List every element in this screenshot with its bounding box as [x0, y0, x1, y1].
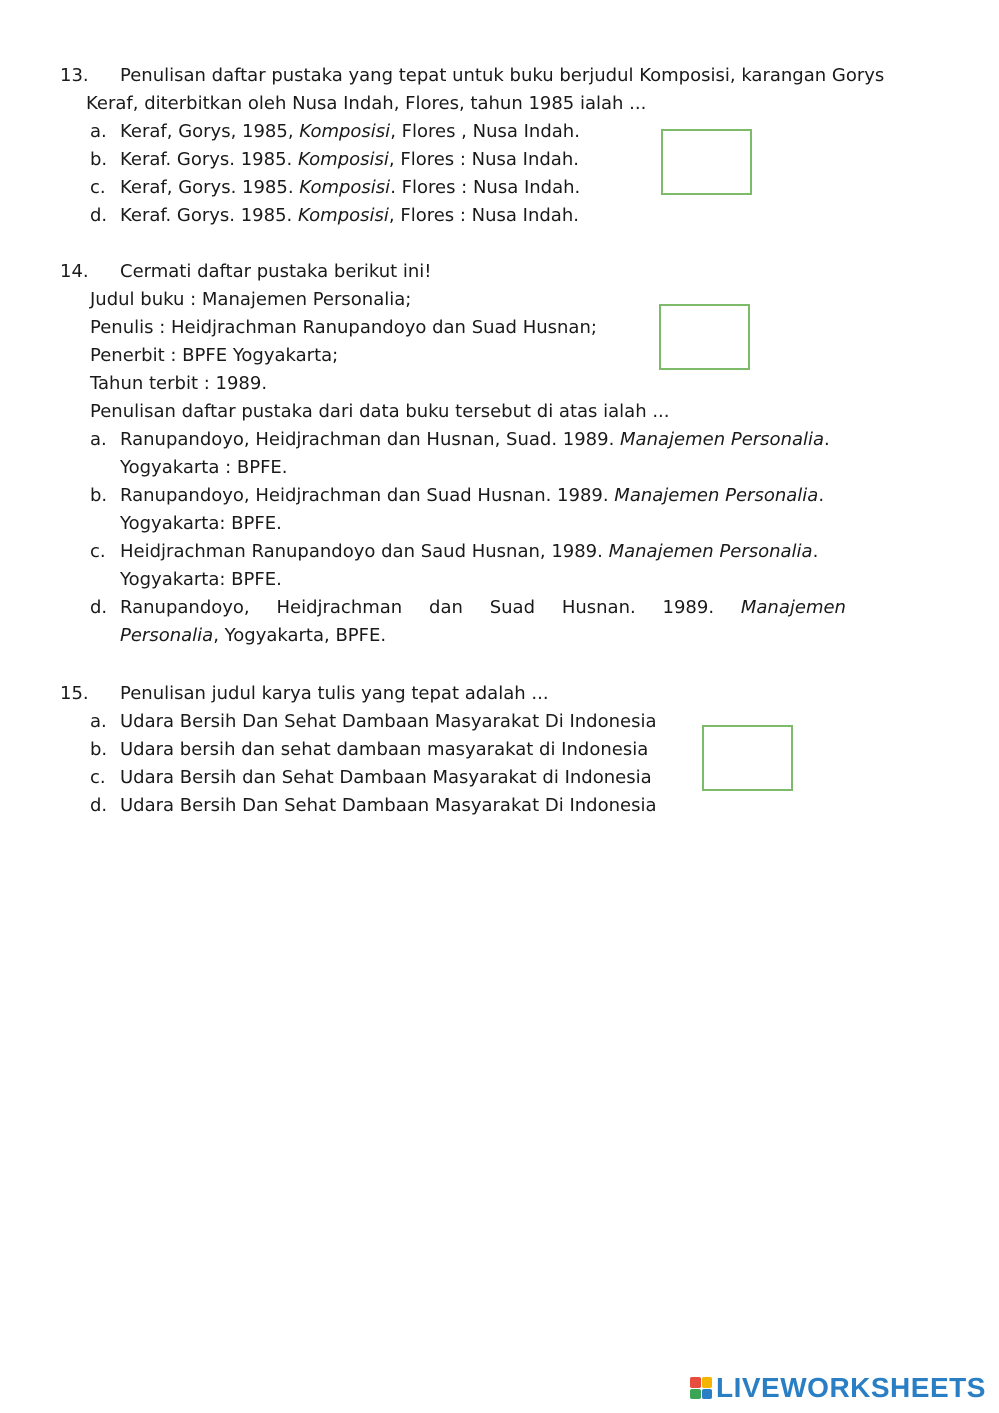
q14-answer-box[interactable] [659, 304, 750, 370]
q15-answer-box[interactable] [702, 725, 793, 791]
option-text: Udara bersih dan sehat dambaan masyarakat di Indonesia [120, 739, 649, 760]
q13-option-d [90, 202, 579, 230]
option-text: Ranupandoyo, Heidjrachman dan Husnan, Suad. 1989. [120, 429, 621, 450]
q15-option-c [90, 764, 652, 792]
q14-question: Penulisan daftar pustaka dari data buku tersebut di atas ialah ... [90, 401, 670, 422]
option-text: , Yogyakarta, BPFE. [213, 625, 387, 646]
logo-mark-icon [690, 1377, 712, 1399]
option-letter: c. [90, 177, 106, 198]
option-title: Manajemen Personalia [608, 541, 813, 562]
question-14-stem: Cermati daftar pustaka berikut ini! [120, 261, 432, 282]
option-title: Komposisi [299, 121, 391, 142]
q13-answer-box[interactable] [661, 129, 752, 195]
question-14-number: 14. [60, 261, 89, 282]
q14-data-publisher: Penerbit : BPFE Yogyakarta; [90, 345, 339, 366]
q14-data-year: Tahun terbit : 1989. [90, 373, 268, 394]
option-title: Manajemen Personalia [620, 429, 825, 450]
option-letter: c. [90, 767, 106, 788]
question-13-stem-line1: Penulisan daftar pustaka yang tepat untuk buku berjudul Komposisi, karangan Gorys [120, 65, 885, 86]
option-text: Udara Bersih dan Sehat Dambaan Masyarakat di Indonesia [120, 767, 652, 788]
option-letter: b. [90, 149, 108, 170]
option-title: Manajemen Personalia [614, 485, 819, 506]
option-text: . [812, 541, 819, 562]
option-text: Ranupandoyo, Heidjrachman dan Suad Husnan. 1989. [120, 485, 615, 506]
option-text: , Flores , Nusa Indah. [390, 121, 580, 142]
option-title: Komposisi [299, 177, 391, 198]
option-letter: b. [90, 485, 108, 506]
option-letter: d. [90, 795, 108, 816]
option-text: . [818, 485, 825, 506]
q15-option-a [90, 708, 657, 736]
option-text: Udara Bersih Dan Sehat Dambaan Masyarakat Di Indonesia [120, 795, 657, 816]
option-text: Keraf. Gorys. 1985. [120, 205, 298, 226]
option-text: , Flores : Nusa Indah. [388, 205, 579, 226]
option-word: Ranupandoyo, [120, 597, 250, 618]
option-text: Keraf. Gorys. 1985. [120, 149, 298, 170]
option-letter: a. [90, 711, 107, 732]
option-letter: a. [90, 429, 107, 450]
option-text: . [824, 429, 830, 450]
q14-option-c [90, 538, 819, 566]
q14-option-d-line2 [120, 622, 386, 650]
option-word: Heidjrachman [276, 597, 403, 618]
option-text: Keraf, Gorys. 1985. [120, 177, 300, 198]
q14-option-d [90, 594, 107, 622]
q13-option-b [90, 146, 579, 174]
option-word: dan [429, 597, 463, 618]
q13-option-a [90, 118, 580, 146]
option-letter: a. [90, 121, 107, 142]
option-letter: b. [90, 739, 108, 760]
option-title: Personalia [120, 625, 214, 646]
option-text: Heidjrachman Ranupandoyo dan Saud Husnan, 1989. [120, 541, 609, 562]
option-letter: c. [90, 541, 106, 562]
option-title: Manajemen [740, 597, 846, 618]
question-13-number: 13. [60, 65, 89, 86]
logo-text: LIVEWORKSHEETS [716, 1372, 986, 1403]
q13-option-c [90, 174, 581, 202]
q14-option-d-line1 [120, 594, 846, 622]
q14-option-c-line2: Yogyakarta: BPFE. [120, 569, 282, 590]
option-text: Keraf, Gorys, 1985, [120, 121, 300, 142]
q14-option-b-line2: Yogyakarta: BPFE. [120, 513, 282, 534]
q14-option-b [90, 482, 825, 510]
option-title: Komposisi [297, 149, 389, 170]
question-13-stem-line2: Keraf, diterbitkan oleh Nusa Indah, Flores, tahun 1985 ialah ... [86, 93, 647, 114]
liveworksheets-logo [690, 1374, 986, 1402]
q15-option-d [90, 792, 657, 820]
option-text: . Flores : Nusa Indah. [390, 177, 581, 198]
option-text: , Flores : Nusa Indah. [388, 149, 579, 170]
q14-data-author: Penulis : Heidjrachman Ranupandoyo dan Suad Husnan; [90, 317, 597, 338]
option-title: Komposisi [297, 205, 389, 226]
question-15-number: 15. [60, 683, 89, 704]
question-15-stem: Penulisan judul karya tulis yang tepat adalah ... [120, 683, 549, 704]
option-word: 1989. [662, 597, 715, 618]
q14-option-a [90, 426, 830, 454]
q15-option-b [90, 736, 649, 764]
option-text: Udara Bersih Dan Sehat Dambaan Masyarakat Di Indonesia [120, 711, 657, 732]
option-letter: d. [90, 597, 108, 618]
option-letter: d. [90, 205, 108, 226]
option-word: Suad [489, 597, 536, 618]
option-word: Husnan. [561, 597, 636, 618]
q14-option-a-line2: Yogyakarta : BPFE. [120, 457, 288, 478]
q14-data-title: Judul buku : Manajemen Personalia; [90, 289, 412, 310]
